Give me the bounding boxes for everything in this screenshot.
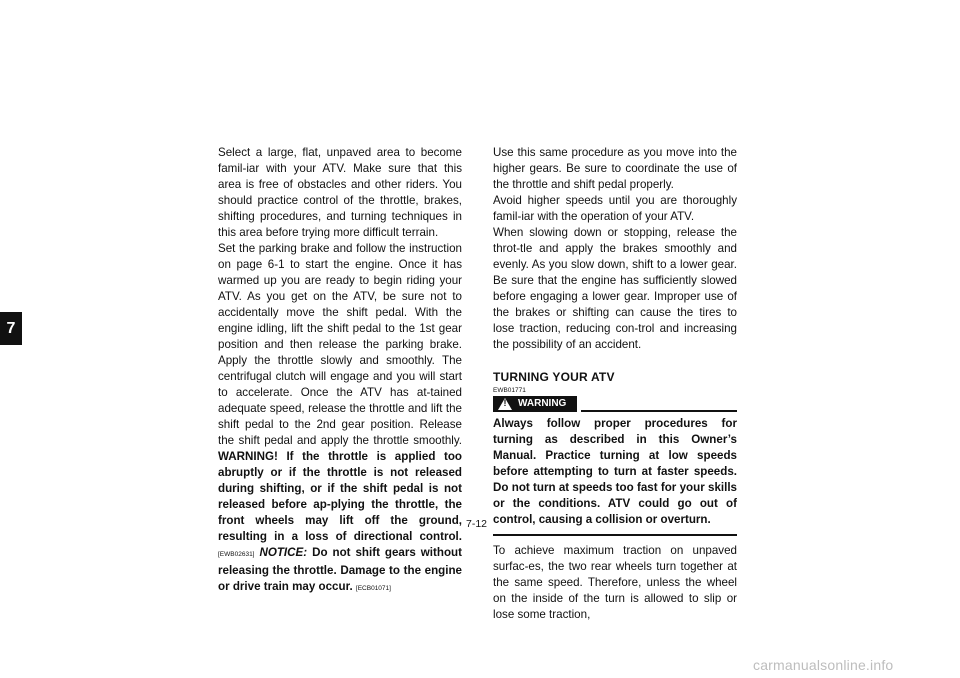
throttle-warning: WARNING! If the throttle is applied too abruptly or if the throttle is not released during shifting, or if the shift pedal is not released before ap-plying the throttle, the front wheels may lift off the ground, resulting in a loss of directional control.: [218, 450, 462, 543]
warning-bottom-rule: [493, 534, 737, 536]
higher-gears-paragraph: Use this same procedure as you move into the higher gears. Be sure to coordinate the use of the throttle and shift pedal properly.: [493, 146, 737, 191]
section-heading: TURNING YOUR ATV: [493, 370, 615, 384]
notice-label: NOTICE:: [259, 546, 308, 559]
turning-warning-text: Always follow proper procedures for turning as described in this Owner’s Manual. Practice turning at low speeds before attempting to turn at faster speeds. Do not turn at speeds too fast for your skills or the conditions. ATV could go out of control, causing a collision or overturn.: [493, 417, 737, 526]
warning-box-code: EWB01771: [493, 387, 526, 394]
right-column: [493, 145, 737, 623]
warning-label: WARNING: [518, 398, 567, 409]
chapter-tab: [0, 312, 22, 345]
warning-header: [493, 396, 737, 414]
chapter-tab-number: 7: [6, 320, 16, 337]
traction-paragraph: To achieve maximum traction on unpaved surfac-es, the two rear wheels turn together at the same speed. Therefore, unless the wheel on the inside of the turn is allowed to slip or lose some traction,: [493, 544, 737, 621]
page-number: 7-12: [466, 518, 488, 530]
warning-top-rule: [581, 410, 737, 412]
warning-code: [EWB02631]: [218, 551, 255, 558]
procedure-paragraph: [218, 241, 462, 597]
warning-badge: [493, 396, 577, 412]
intro-paragraph: Select a large, flat, unpaved area to become famil-iar with your ATV. Make sure that this area is free of obstacles and other riders. You should practice control of the throttle, brakes, shifting procedures, and turning techniques in this area before trying more difficult terrain.: [218, 146, 462, 239]
notice-code: [ECB01071]: [355, 585, 391, 592]
procedure-text: Set the parking brake and follow the instruction on page 6-1 to start the engine. Once it has warmed up you are ready to begin riding your ATV. As you get on the ATV, be sure not to accidentally move the shift pedal. With the engine idling, lift the shift pedal to the 1st gear position and then release the parking brake. Apply the throttle slowly and smoothly. The centrifugal clutch will engage and you will start to accelerate. Once the ATV has at-tained adequate speed, release the throttle and lift the shift pedal to the 2nd gear position. Release the shift pedal and apply the throttle smoothly.: [218, 242, 462, 447]
warning-triangle-icon: !: [498, 398, 512, 410]
left-column: [218, 145, 462, 597]
slowing-paragraph: When slowing down or stopping, release the throt-tle and apply the brakes smoothly and evenly. As you slow down, shift to a lower gear. Be sure that the engine has sufficiently slowed before engaging a lower gear. Improper use of the brakes or shifting can cause the tires to lose traction, reducing con-trol and increasing the possibility of an accident.: [493, 226, 737, 351]
watermark: carmanualsonline.info: [753, 657, 894, 673]
avoid-speeds-paragraph: Avoid higher speeds until you are thoroughly famil-iar with the operation of your ATV.: [493, 194, 737, 223]
notice-text: Do not shift gears without releasing the throttle. Damage to the engine or drive train may occur.: [218, 546, 462, 593]
